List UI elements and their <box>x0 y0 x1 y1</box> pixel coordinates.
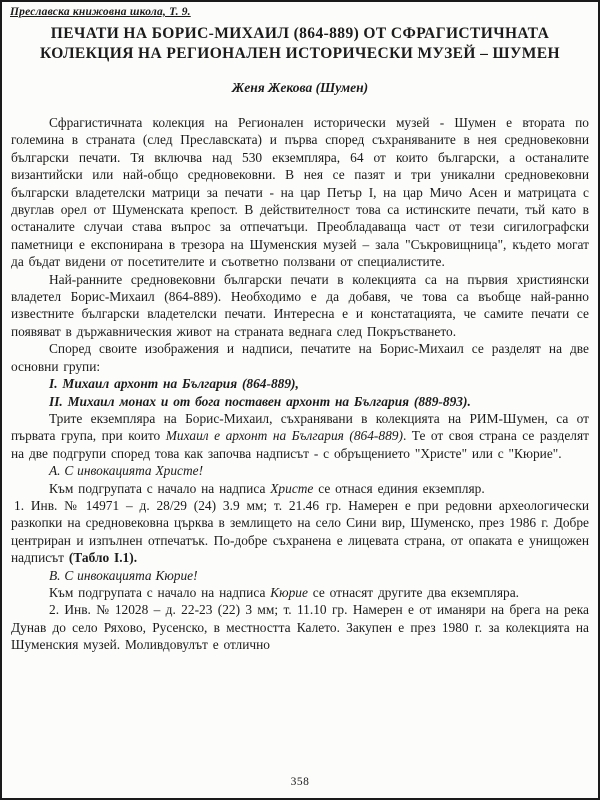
paragraph <box>11 410 589 462</box>
text-segment: Кюрие <box>270 584 308 600</box>
paragraph <box>11 393 589 410</box>
paragraph <box>11 497 589 567</box>
paragraph <box>11 584 589 601</box>
paragraph <box>11 601 589 653</box>
paragraph <box>11 567 589 584</box>
text-segment: (Табло I.1). <box>68 550 138 566</box>
text-segment: Сфрагистичната колекция на Регионален исторически музей - Шумен е втората по големина в страната (след Преславската) и първа според съхраняваните в нея средновековни български печати. Тя включва над 530 екземпляра, 64 от които български, а останалите византийски или най-общо средновековни. В нея се пазят и три уникални средновековни български владетелски матрици за печати - на цар Петър I, на цар Мичо Асен и матрицата с двуглав орел от Шуменската крепост. В действителност това са истинските печати, тъй като в останалите случаи става въпрос за отпечатъци. Преобладаваща част от тези сигилографски паметници е експонирана в трезора на Шуменския музей – зала "Съкровищница", където могат да бъдат видени от посетителите и съответно ползвани от специалистите. <box>11 115 589 270</box>
text-segment: . Те от своя страна се разделят на две подгрупи според това как започва надписът - с обръщението "Христе" или с "Кюрие". <box>11 428 589 461</box>
text-segment: Към подгрупата с начало на надписа <box>49 480 271 496</box>
text-segment: Христе <box>270 480 314 496</box>
paragraph <box>11 375 589 392</box>
paragraph <box>11 114 589 271</box>
running-header: Преславска книжовна школа, Т. 9. <box>10 6 191 18</box>
text-segment: I. Михаил архонт на България (864-889), <box>49 376 299 392</box>
text-segment: Трите екземпляра на Борис-Михаил, съхранявани в колекцията на РИМ-Шумен, са от първата група, при които <box>11 410 589 444</box>
text-segment: Михаил е архонт на България (864-889) <box>165 428 403 444</box>
text-segment: II. Михаил монах и от бога поставен архонт на България (889-893). <box>49 393 471 409</box>
paragraph <box>11 271 589 341</box>
page-number: 358 <box>290 776 310 788</box>
text-segment: 2. Инв. № 12028 – д. 22-23 (22) 3 мм; т. 11.10 гр. Намерен е от иманяри на брега на река Дунав до село Ряхово, Русенско, в местността Калето. Закупен е през 1980 г. за колекцията на Шуменския музей. Моливдовулът е отлично <box>11 602 589 653</box>
text-segment: се отнасят другите два екземпляра. <box>307 584 520 600</box>
paragraph <box>11 480 589 497</box>
text-segment: Към подгрупата с начало на надписа <box>49 584 271 600</box>
text-segment: В. С инвокацията Кюрие! <box>49 567 198 583</box>
text-segment: 1. Инв. № 14971 – д. 28/29 (24) 3.9 мм; т. 21.46 гр. Намерен е при редовни археологически разкопки на средновековна църква в землището на село Сини вир, Шуменско, през 1986 г. Добре центриран и изпълнен отпечатък. По-добре съхранена е лицевата страна, от опаката е унищожен надписът <box>11 497 589 566</box>
author-byline: Женя Жекова (Шумен) <box>231 80 369 95</box>
text-segment: А. С инвокацията Христе! <box>49 463 204 479</box>
paragraph <box>11 340 589 375</box>
text-segment: се отнася единия екземпляр. <box>313 480 485 496</box>
body-paragraphs <box>2 114 598 654</box>
text-segment: Според своите изображения и надписи, печатите на Борис-Михаил се разделят на две основни групи: <box>11 341 589 374</box>
text-segment: Най-ранните средновековни български печати в колекцията са на първия християнски владетел Борис-Михаил (864-889). Необходимо е да добавя, че това са въобще най-ранно известните български владетелски печати. Интересна е и констатацията, че самите печати се появяват в държавническия живот на страната веднага след Покръстването. <box>11 271 589 339</box>
page-title: ПЕЧАТИ НА БОРИС-МИХАИЛ (864-889) ОТ СФРАГИСТИЧНАТА КОЛЕКЦИЯ НА РЕГИОНАЛЕН ИСТОРИЧЕСКИ МУЗЕЙ – ШУМЕН <box>40 25 560 62</box>
paragraph <box>11 462 589 479</box>
